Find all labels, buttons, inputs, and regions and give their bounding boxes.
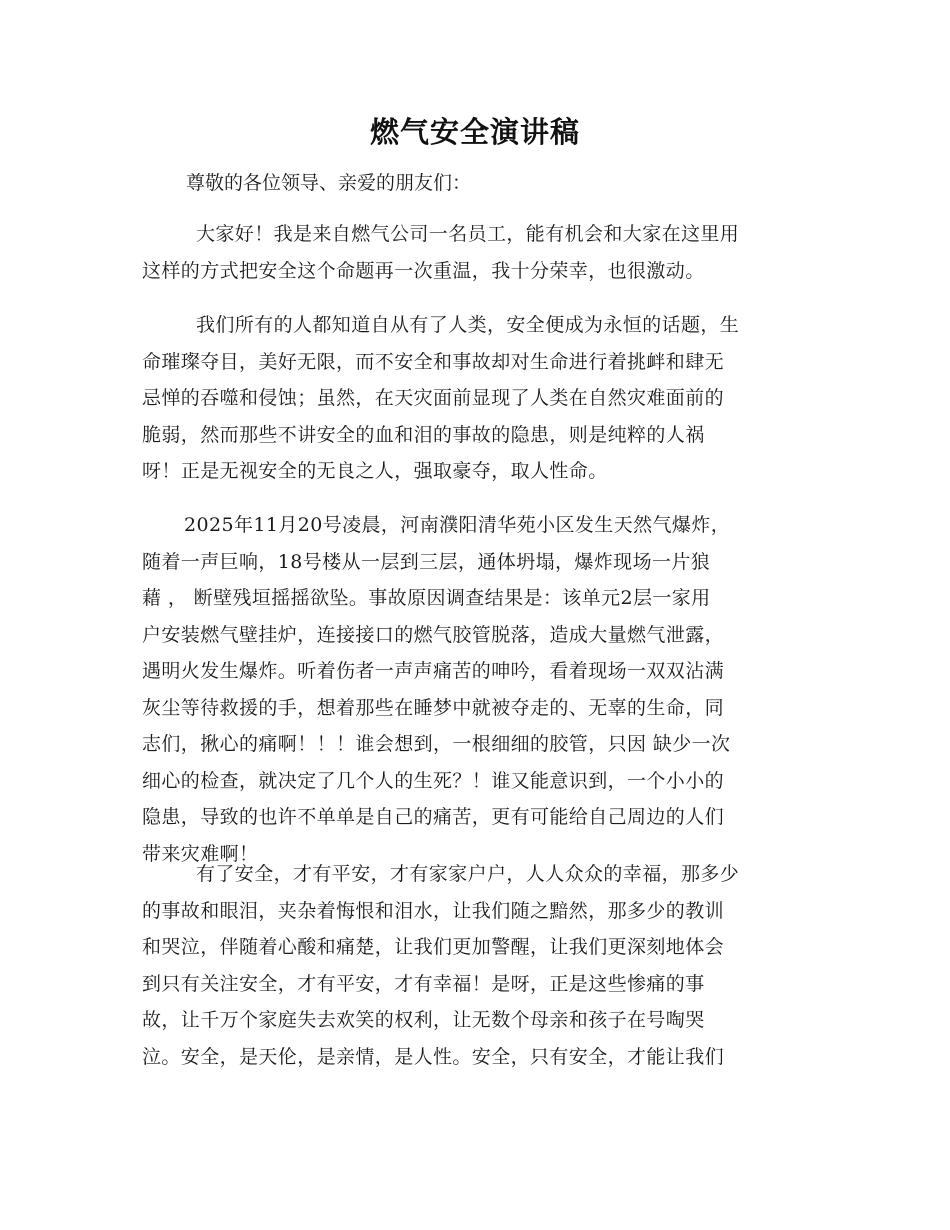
paragraph-1 (142, 216, 812, 289)
paragraph-line: 隐患，导致的也许不单单是自己的痛苦，更有可能给自己周边的人们 (142, 806, 725, 828)
paragraph-line: 随着一声巨响，18号楼从一层到三层，通体坍塌，爆炸现场一片狼 (142, 550, 711, 573)
paragraph-line: 这样的方式把安全这个命题再一次重温，我十分荣幸，也很激动。 (142, 259, 705, 282)
paragraph-line: 呀！正是无视安全的无良之人，强取豪夺，取人性命。 (142, 460, 608, 482)
document-title: 燃气安全演讲稿 (369, 115, 580, 149)
paragraph-line: 遇明火发生爆炸。听着伤者一声声痛苦的呻吟，看着现场一双双沾满 (142, 660, 725, 682)
paragraph-line: 的事故和眼泪，夹杂着悔恨和泪水，让我们随之黯然，那多少的教训 (142, 899, 725, 922)
paragraph-line: 命璀璨夺目，美好无限，而不安全和事故却对生命进行着挑衅和肆无 (142, 350, 725, 373)
paragraph-line: 有了安全，才有平安，才有家家户户，人人众众的幸福，那多少 (196, 863, 740, 885)
greeting: 尊敬的各位领导、亲爱的朋友们： (186, 172, 472, 194)
paragraph-line: 故，让千万个家庭失去欢笑的权利，让无数个母亲和孩子在号啕哭 (142, 1009, 705, 1031)
paragraph-line: 脆弱，然而那些不讲安全的血和泪的事故的隐患，则是纯粹的人祸 (142, 423, 705, 446)
paragraph-line: 泣。安全，是天伦，是亲情，是人性。安全，只有安全，才能让我们 (142, 1045, 725, 1068)
paragraph-line: 到只有关注安全，才有平安，才有幸福！是呀，正是这些惨痛的事 (142, 972, 705, 995)
paragraph-line: 户安装燃气壁挂炉，连接接口的燃气胶管脱落，造成大量燃气泄露， (142, 623, 725, 646)
paragraph-line: 带来灾难啊！ (142, 842, 259, 865)
paragraph-line: 2025年11月20号凌晨，河南濮阳清华苑小区发生天然气爆炸， (184, 514, 731, 536)
paragraph-line: 细心的检查，就决定了几个人的生死？！谁又能意识到，一个小小的 (142, 769, 725, 792)
paragraph-line: 忌惮的吞噬和侵蚀；虽然，在天灾面前显现了人类在自然灾难面前的 (142, 387, 725, 409)
paragraph-line: 藉 ， 断壁残垣摇摇欲坠。事故原因调查结果是：该单元2层一家用 (142, 587, 711, 609)
paragraph-line: 大家好！我是来自燃气公司一名员工，能有机会和大家在这里用 (196, 223, 740, 245)
paragraph-3 (142, 507, 812, 872)
paragraph-4 (142, 856, 812, 1075)
paragraph-line: 志们，揪心的痛啊！！！谁会想到，一根细细的胶管，只因 缺少一次 (142, 733, 731, 755)
paragraph-line: 灰尘等待救援的手，想着那些在睡梦中就被夺走的、无辜的生命，同 (142, 696, 725, 719)
paragraph-2 (142, 307, 812, 490)
paragraph-line: 我们所有的人都知道自从有了人类，安全便成为永恒的话题，生 (196, 314, 740, 336)
paragraph-line: 和哭泣，伴随着心酸和痛楚，让我们更加警醒，让我们更深刻地体会 (142, 936, 725, 958)
